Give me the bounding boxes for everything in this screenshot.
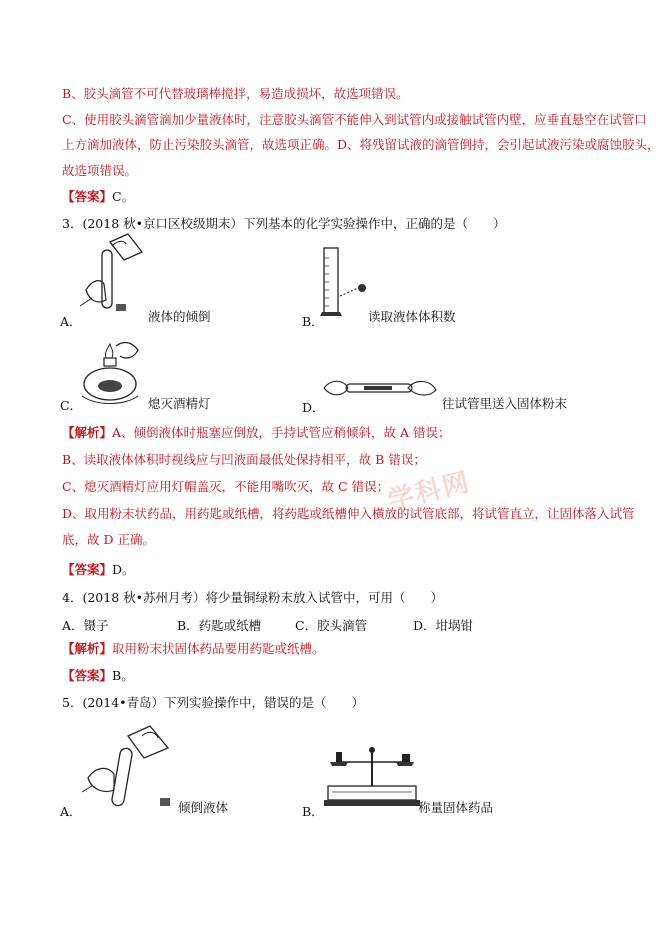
figure-balance (324, 740, 420, 812)
q3-analysis-line-a (62, 425, 451, 441)
answer-label: 【答案】 (62, 668, 113, 683)
figure-pour-liquid (78, 230, 158, 320)
q5-option-b-letter[interactable]: B． (302, 804, 324, 819)
q5-option-b-caption: 称量固体药品 (418, 800, 494, 815)
q5-option-a-letter[interactable]: A． (60, 804, 82, 819)
figure-powder-tube (320, 372, 440, 406)
q3-option-c-letter[interactable]: C． (60, 398, 83, 413)
explanation-line-c3: 故选项错误。 (62, 163, 138, 178)
q4-option-d[interactable]: D．坩埚钳 (413, 618, 474, 633)
watermark-logo: 学科网 (384, 467, 474, 517)
answer-value: D。 (112, 562, 135, 577)
q4-option-c[interactable]: C．胶头滴管 (295, 618, 368, 633)
q5-option-a-caption: 倾倒液体 (178, 800, 229, 815)
q4-option-a[interactable]: A．镊子 (62, 618, 109, 633)
q3-analysis-line-b: B、读取液体体积时视线应与凹液面最低处保持相平，故 B 错误； (62, 452, 426, 467)
q4-analysis-line (62, 641, 325, 657)
q3-option-a-caption: 液体的倾倒 (148, 309, 211, 324)
answer-line-q3 (62, 562, 135, 578)
q3-option-d-letter[interactable]: D． (302, 400, 325, 415)
figure-pour-liquid-2 (80, 722, 190, 812)
question-3-stem: 3．(2018 秋•京口区校级期末）下列基本的化学实验操作中，正确的是（ ） (62, 216, 506, 231)
answer-line-q4 (62, 668, 134, 684)
q3-analysis-line-d: D、取用粉末状药品，用药匙或纸槽，将药匙或纸槽伸入横放的试管底部，将试管直立，让固体落入试管 (62, 506, 635, 521)
answer-label: 【答案】 (62, 189, 113, 204)
explanation-line-c1: C、使用胶头滴管滴加少量液体时，注意胶头滴管不能伸入到试管内或接触试管内壁，应垂直悬空在试管口 (62, 112, 647, 127)
analysis-text: A、倾倒液体时瓶塞应倒放，手持试管应稍倾斜，故 A 错误； (112, 425, 451, 440)
q3-analysis-line-c: C、熄灭酒精灯应用灯帽盖灭，不能用嘴吹灭，故 C 错误； (62, 479, 390, 494)
question-4-stem: 4．(2018 秋•苏州月考）将少量铜绿粉末放入试管中，可用（ ） (62, 590, 443, 605)
explanation-line-c2: 上方滴加液体，防止污染胶头滴管，故选项正确。D、将残留试液的滴管倒持，会引起试液污染或腐蚀胶头， (62, 137, 660, 152)
q3-option-b-caption: 读取液体体积数 (368, 309, 456, 324)
question-5-stem: 5．(2014•青岛）下列实验操作中，错误的是（ ） (62, 695, 365, 710)
q4-option-b[interactable]: B．药匙或纸槽 (177, 618, 262, 633)
answer-value: B。 (112, 668, 134, 683)
analysis-label: 【解析】 (62, 641, 113, 656)
analysis-label: 【解析】 (62, 425, 113, 440)
q3-analysis-line-e: 底，故 D 正确。 (62, 532, 155, 547)
q3-option-d-caption: 往试管里送入固体粉末 (442, 396, 568, 411)
answer-value: C。 (112, 189, 135, 204)
analysis-text: 取用粉末状固体药品要用药匙或纸槽。 (112, 641, 325, 656)
q3-option-b-letter[interactable]: B． (302, 314, 324, 329)
q3-option-a-letter[interactable]: A． (60, 314, 82, 329)
explanation-line-b: B、胶头滴管不可代替玻璃棒搅拌，易造成损坏，故选项错误。 (62, 86, 409, 101)
q3-option-c-caption: 熄灭酒精灯 (148, 396, 211, 411)
figure-alcohol-lamp (76, 336, 148, 408)
answer-line-q2 (62, 189, 134, 205)
answer-label: 【答案】 (62, 562, 113, 577)
